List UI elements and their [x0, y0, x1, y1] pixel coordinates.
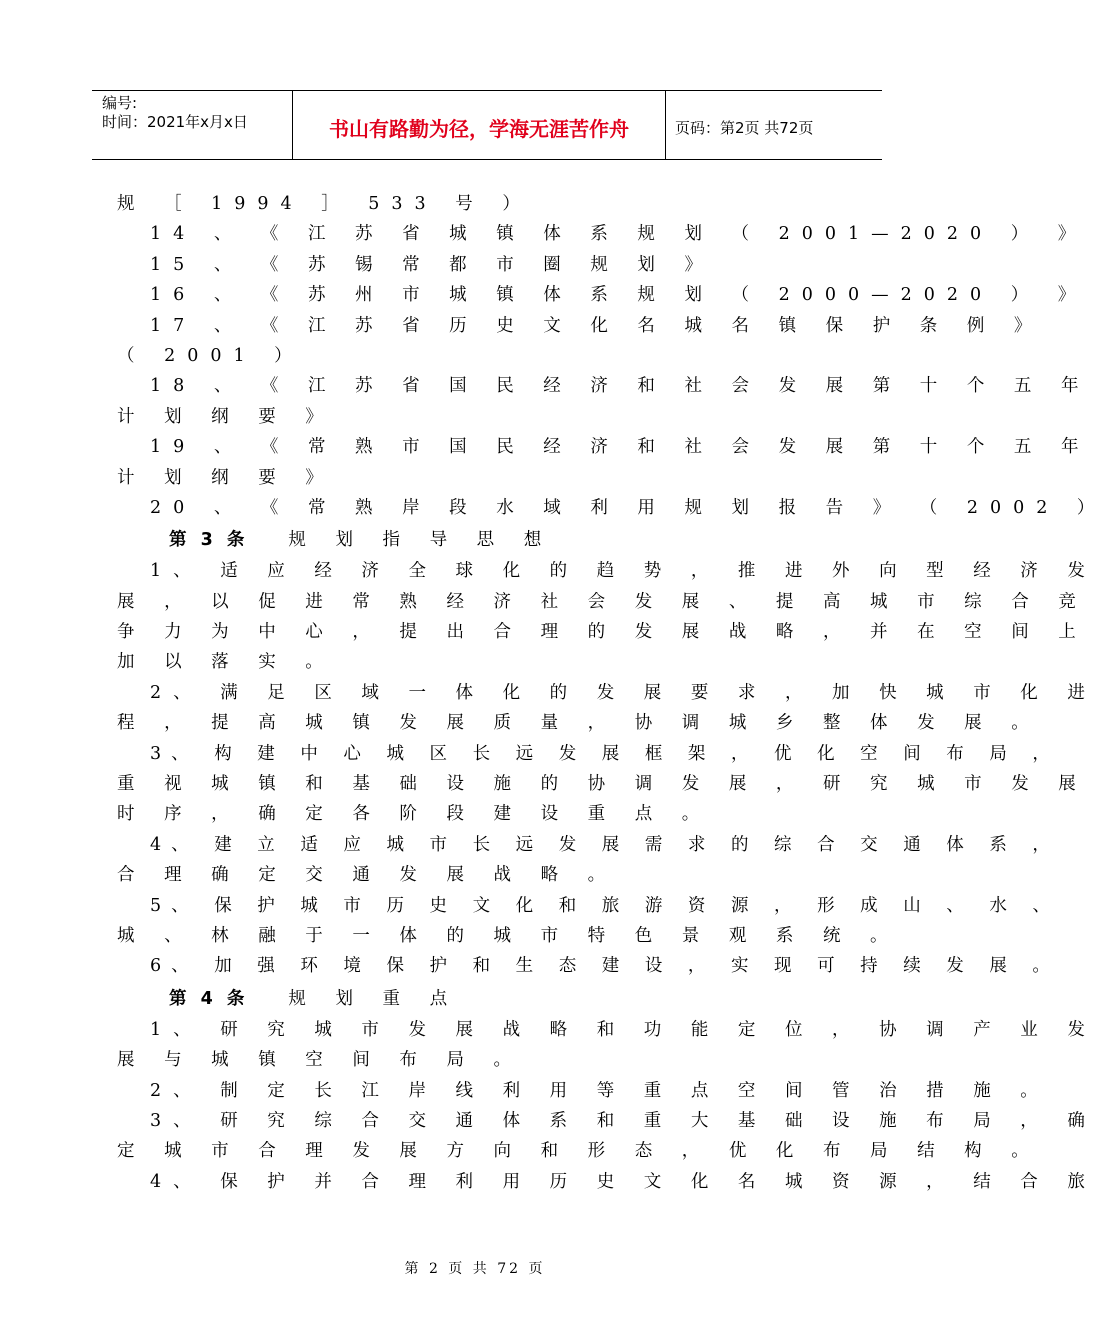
paragraph-line: 程 ， 提 高 城 镇 发 展 质 量 ， 协 调 城 乡 整 体 发 展 。 [117, 713, 1041, 734]
list-item: 19 、 《 常 熟 市 国 民 经 济 和 社 会 发 展 第 十 个 五 年 [150, 437, 1091, 458]
paragraph-line: 3、 研 究 综 合 交 通 体 系 和 重 大 基 础 设 施 布 局 ， 确 [150, 1110, 1097, 1131]
text-line: 规 ［ 1994 ］ 533 号 ） [117, 194, 532, 214]
paragraph-line: 展 ， 以 促 进 常 熟 经 济 社 会 发 展 、 提 高 城 市 综 合 竞 [117, 591, 1088, 612]
list-item: 20 、 《 常 熟 岸 段 水 域 利 用 规 划 报 告 》 （ 2002 ） [150, 497, 1106, 518]
page-footer: 第 2 页 共 72 页 [404, 1261, 546, 1277]
paragraph-line: 1、 研 究 城 市 发 展 战 略 和 功 能 定 位 ， 协 调 产 业 发 [150, 1019, 1097, 1040]
document-body [117, 189, 1106, 1197]
article-heading [117, 984, 877, 1015]
paragraph-line: 2、 满 足 区 域 一 体 化 的 发 展 要 求 ， 加 快 城 市 化 进 [150, 682, 1097, 703]
text-line: （ 2001 ） [117, 345, 304, 366]
paragraph-line: 2、 制 定 长 江 岸 线 利 用 等 重 点 空 间 管 治 措 施 。 [150, 1080, 1050, 1101]
paragraph-line: 加 以 落 实 。 [117, 652, 335, 673]
text-line: 计 划 纲 要 》 [117, 406, 335, 427]
paragraph-line: 6、 加 强 环 境 保 护 和 生 态 建 设 ， 实 现 可 持 续 发 展 。 [150, 956, 1060, 977]
time-label: 时间：2021年x月x日 [102, 113, 248, 131]
list-item: 18 、 《 江 苏 省 国 民 经 济 和 社 会 发 展 第 十 个 五 年 [150, 376, 1091, 397]
paragraph-line: 时 序 ， 确 定 各 阶 段 建 设 重 点 。 [117, 804, 712, 825]
paragraph-line: 4、 建 立 适 应 城 市 长 远 发 展 需 求 的 综 合 交 通 体 系 ， [150, 834, 1060, 855]
list-item: 17 、 《 江 苏 省 历 史 文 化 名 城 名 镇 保 护 条 例 》 [150, 315, 1044, 336]
header-page-cell [665, 91, 882, 159]
article-heading [117, 525, 877, 556]
list-item: 15 、 《 苏 锡 常 都 市 圈 规 划 》 [150, 254, 714, 275]
paragraph-line: 3、 构 建 中 心 城 区 长 远 发 展 框 架 ， 优 化 空 间 布 局 ， [150, 743, 1060, 764]
article-label: 第 3 条 [169, 530, 249, 551]
list-item: 14 、 《 江 苏 省 城 镇 体 系 规 划 （ 2001—2020 ） 》 [150, 224, 1088, 245]
paragraph-line: 合 理 确 定 交 通 发 展 战 略 。 [117, 865, 618, 886]
header-meta-cell [92, 91, 292, 159]
paragraph-line: 4、 保 护 并 合 理 利 用 历 史 文 化 名 城 资 源 ， 结 合 旅 [150, 1171, 1097, 1192]
list-item: 16 、 《 苏 州 市 城 镇 体 系 规 划 （ 2000—2020 ） 》 [150, 285, 1088, 306]
article-label: 第 4 条 [169, 988, 249, 1009]
header-motto-cell [292, 91, 666, 159]
paragraph-line: 争 力 为 中 心 ， 提 出 合 理 的 发 展 战 略 ， 并 在 空 间 上 [117, 622, 1088, 643]
paragraph-line: 定 城 市 合 理 发 展 方 向 和 形 态 ， 优 化 布 局 结 构 。 [117, 1141, 1041, 1162]
paragraph-line: 展 与 城 镇 空 间 布 局 。 [117, 1050, 524, 1071]
page-number-label: 页码：第2页 共72页 [675, 119, 814, 137]
paragraph-line: 5、 保 护 城 市 历 史 文 化 和 旅 游 资 源 ， 形 成 山 、 水 、 [150, 895, 1060, 916]
serial-number-label: 编号: [102, 94, 138, 112]
paragraph-line: 城 、 林 融 于 一 体 的 城 市 特 色 景 观 系 统 。 [117, 925, 900, 946]
article-title: 规 划 重 点 [288, 988, 460, 1009]
motto-text: 书山有路勤为径，学海无涯苦作舟 [329, 117, 629, 141]
paragraph-line: 1、 适 应 经 济 全 球 化 的 趋 势 ， 推 进 外 向 型 经 济 发 [150, 561, 1097, 582]
paragraph-line: 重 视 城 镇 和 基 础 设 施 的 协 调 发 展 ， 研 究 城 市 发 展 [117, 774, 1088, 795]
text-line: 计 划 纲 要 》 [117, 467, 335, 488]
article-title: 规 划 指 导 思 想 [288, 530, 554, 551]
document-header [92, 90, 882, 160]
